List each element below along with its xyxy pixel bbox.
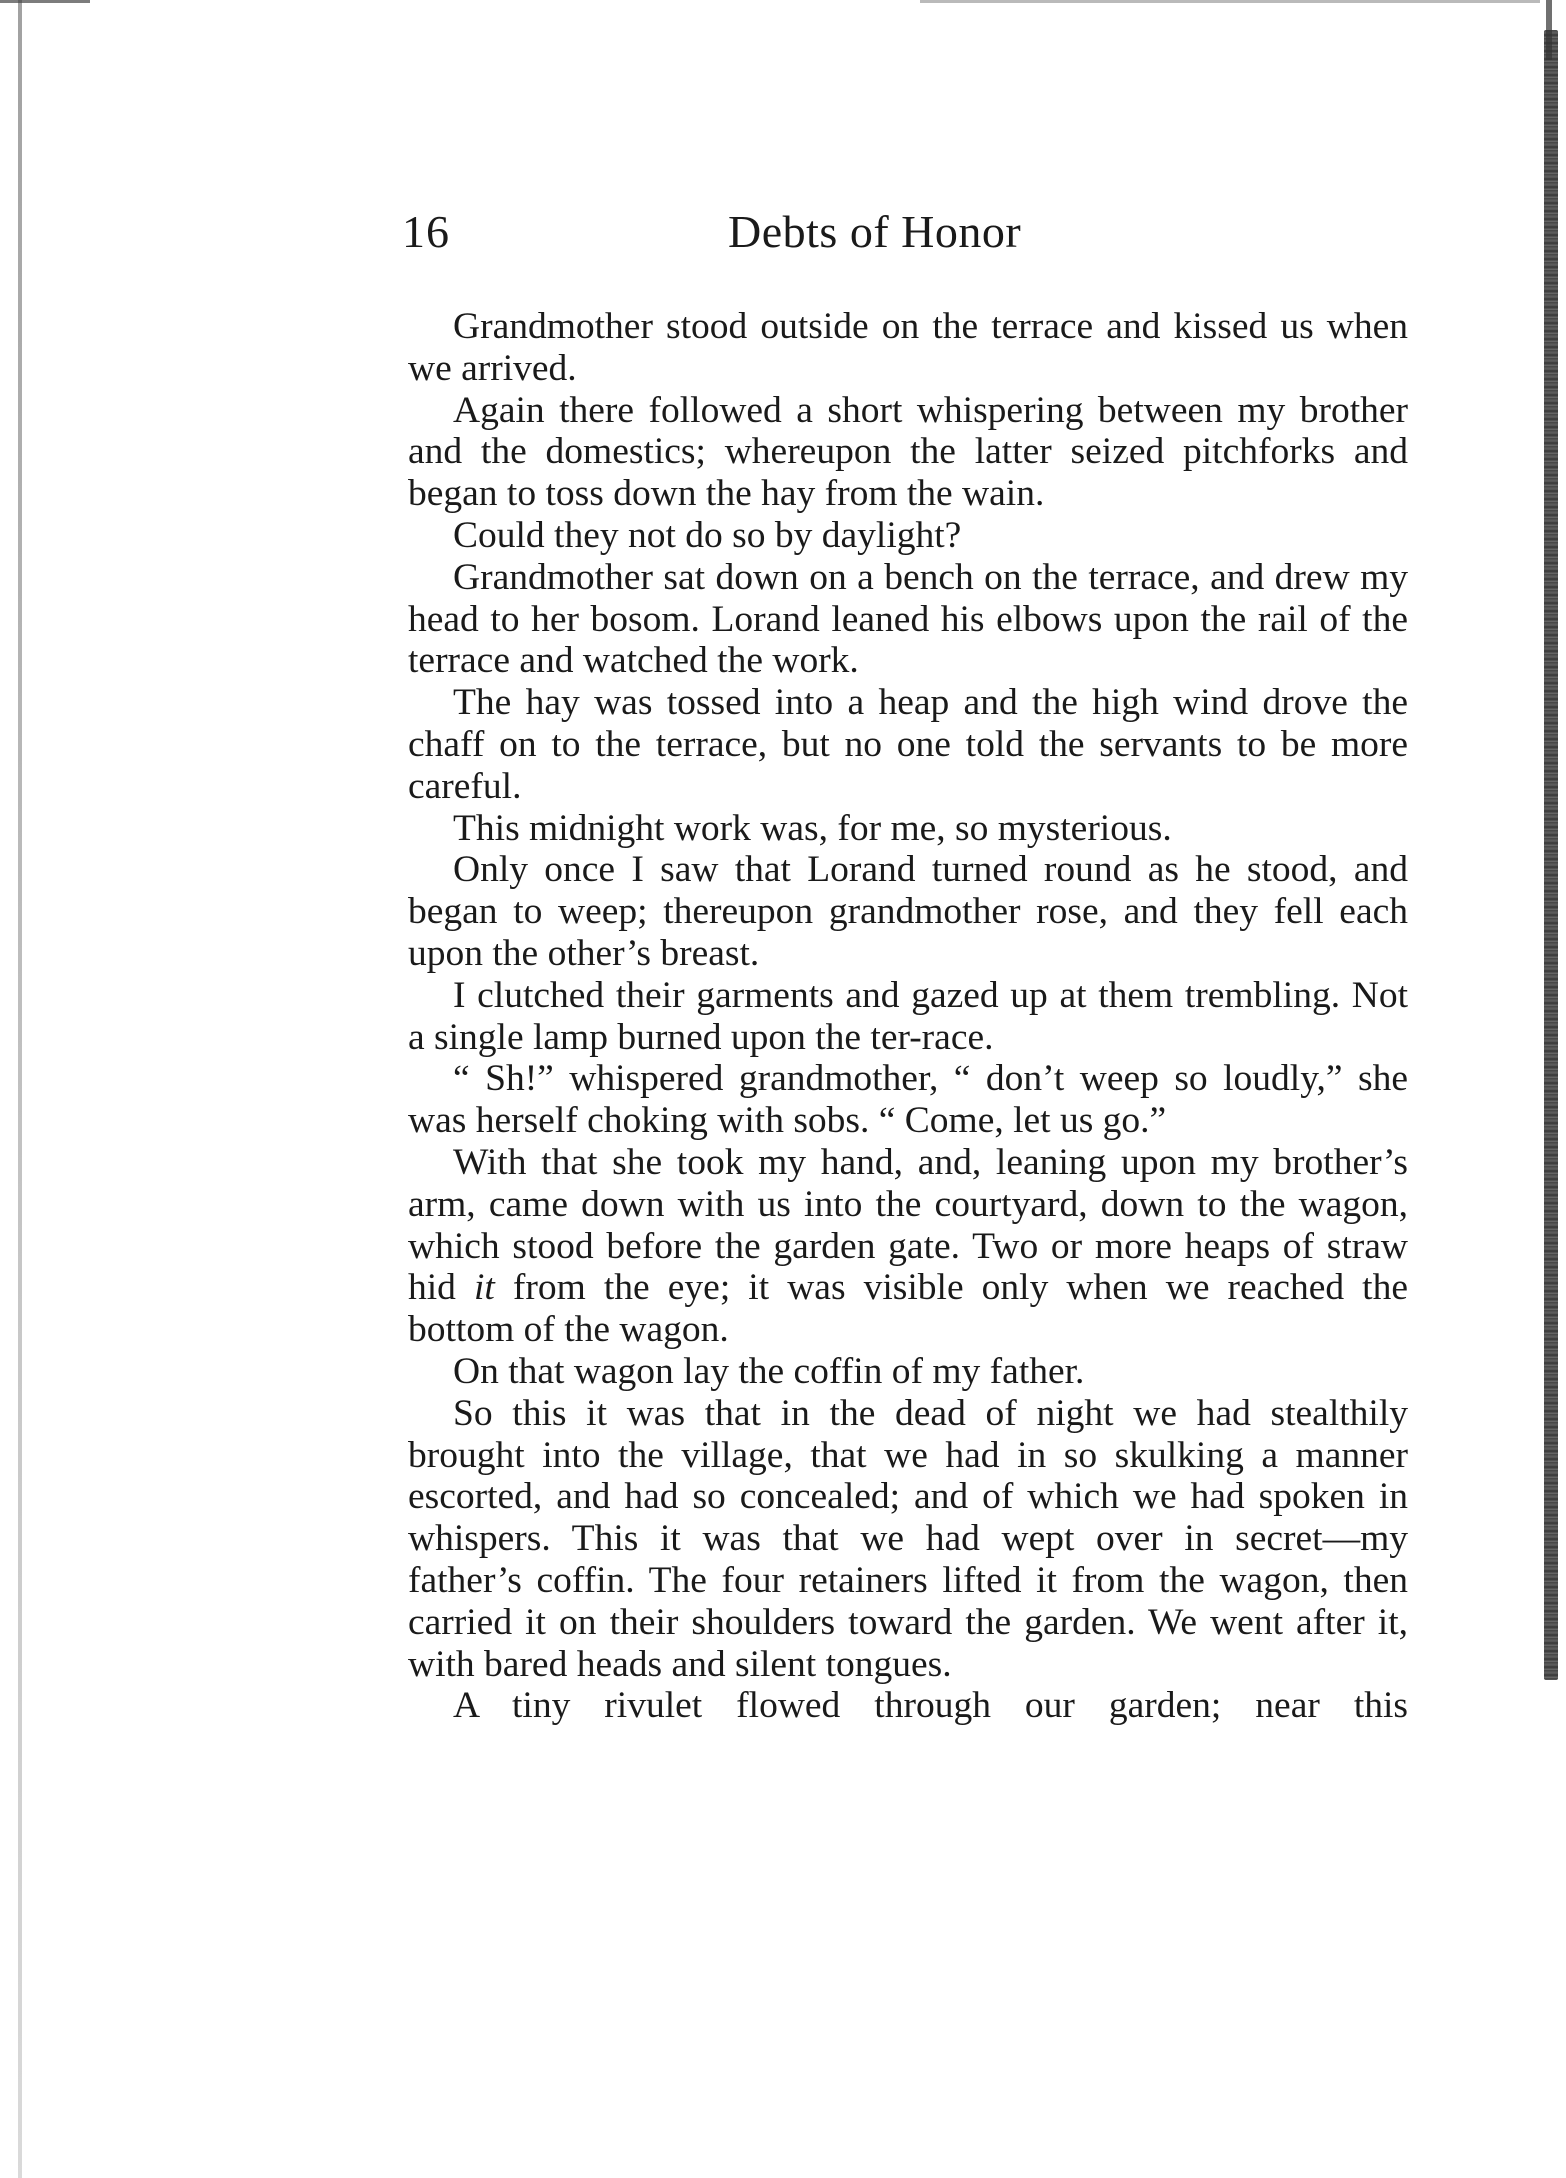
page-edge-left — [18, 0, 22, 2178]
paragraph: “ Sh!” whispered grandmother, “ don’t weep so loudly,” she was herself choking with sobs. “ Come, let us go.” — [408, 1058, 1408, 1142]
paragraph — [408, 1142, 1408, 1351]
paragraph-segment: With that she took my hand, and, leaning upon my brother’s arm, came down with us into the courtyard, down to the wagon, which stood before the garden gate. Two or more heaps of straw hid — [408, 1141, 1408, 1309]
page-edge-right — [1544, 30, 1558, 1680]
paragraph: Only once I saw that Lorand turned round as he stood, and began to weep; thereupon grandmother rose, and they fell each upon the other’s breast. — [408, 849, 1408, 974]
paragraph: I clutched their garments and gazed up at them trembling. Not a single lamp burned upon the ter-race. — [408, 974, 1408, 1058]
paragraph: A tiny rivulet flowed through our garden; near this — [453, 1685, 1408, 1727]
running-title: Debts of Honor — [728, 206, 1022, 257]
page-number: 16 — [402, 206, 450, 257]
paragraph: Grandmother sat down on a bench on the terrace, and drew my head to her bosom. Lorand leaned his elbows upon the rail of the terrace and watched the work. — [408, 556, 1408, 682]
page-edge-top — [920, 0, 1540, 3]
paragraph: Grandmother stood outside on the terrace and kissed us when we arrived. — [408, 306, 1408, 389]
running-header — [402, 205, 1412, 265]
paragraph: On that wagon lay the coffin of my father. — [453, 1350, 1085, 1392]
paragraph: The hay was tossed into a heap and the high wind drove the chaff on to the terrace, but no one told the servants to be more careful. — [408, 682, 1408, 807]
paragraph-segment: from the eye; it was visible only when we reached the bottom of the wagon. — [408, 1267, 1408, 1351]
page-edge-top-left — [0, 0, 90, 3]
italic-word: it — [474, 1267, 495, 1309]
body-text — [408, 306, 1408, 1727]
paragraph: This midnight work was, for me, so mysterious. — [453, 807, 1172, 849]
paragraph: So this it was that in the dead of night we had stealthily brought into the village, that we had in so skulking a manner escorted, and had so concealed; and of which we had spoken in whispers. This it was that we had wept over in secret—my father’s coffin. The four retainers lifted it from the wagon, then carried it on their shoulders toward the garden. We went after it, with bared heads and silent tongues. — [408, 1392, 1408, 1685]
page-edge-right-top — [1546, 0, 1552, 60]
paragraph: Could they not do so by daylight? — [453, 514, 962, 556]
paragraph: Again there followed a short whispering between my brother and the domestics; whereupon the latter seized pitchforks and began to toss down the hay from the wain. — [408, 389, 1408, 515]
